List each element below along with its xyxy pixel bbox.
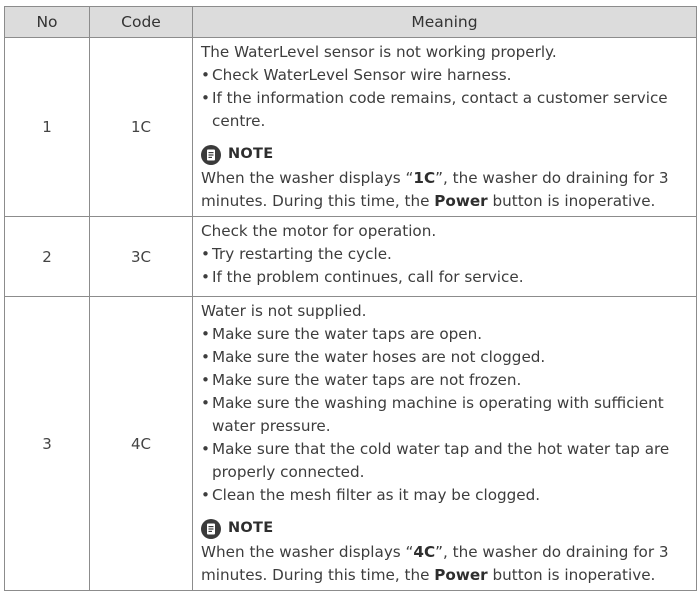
power-button-label: Power bbox=[434, 192, 488, 210]
meaning-intro: Water is not supplied. bbox=[201, 302, 367, 320]
information-code-table bbox=[4, 6, 697, 591]
list-item: • Make sure the water taps are open. bbox=[201, 325, 483, 343]
list-item: • Make sure that the cold water tap and the hot water tap are properly connected. bbox=[201, 440, 670, 481]
header-no: No bbox=[5, 7, 90, 38]
list-item: • If the information code remains, contact a customer service centre. bbox=[201, 89, 668, 130]
row-no: 2 bbox=[5, 217, 90, 297]
list-item: • Clean the mesh filter as it may be clogged. bbox=[201, 486, 541, 504]
list-item: • Make sure the water taps are not frozen. bbox=[201, 371, 522, 389]
note-code: 1C bbox=[413, 169, 436, 187]
meaning-intro: Check the motor for operation. bbox=[201, 222, 437, 240]
list-item: • If the problem continues, call for service. bbox=[201, 268, 524, 286]
list-item: • Make sure the washing machine is operating with sufficient water pressure. bbox=[201, 394, 664, 435]
note-label: NOTE bbox=[228, 146, 274, 162]
row-code: 1C bbox=[90, 38, 193, 217]
note-code: 4C bbox=[413, 543, 436, 561]
row-meaning bbox=[193, 217, 697, 297]
row-code: 4C bbox=[90, 297, 193, 591]
note-icon bbox=[201, 145, 221, 165]
table-row bbox=[5, 38, 697, 217]
row-code: 3C bbox=[90, 217, 193, 297]
note-icon bbox=[201, 519, 221, 539]
header-code: Code bbox=[90, 7, 193, 38]
note-heading bbox=[201, 517, 688, 540]
note-label: NOTE bbox=[228, 520, 274, 536]
row-meaning bbox=[193, 297, 697, 591]
table-row bbox=[5, 217, 697, 297]
row-no: 1 bbox=[5, 38, 90, 217]
list-item: • Check WaterLevel Sensor wire harness. bbox=[201, 66, 512, 84]
table-row bbox=[5, 297, 697, 591]
header-meaning: Meaning bbox=[193, 7, 697, 38]
note-text: When the washer displays “4C”, the washer do draining for 3 minutes. During this time, the Power button is inoperative. bbox=[201, 543, 669, 584]
meaning-intro: The WaterLevel sensor is not working properly. bbox=[201, 43, 557, 61]
row-meaning bbox=[193, 38, 697, 217]
list-item: • Try restarting the cycle. bbox=[201, 245, 392, 263]
list-item: • Make sure the water hoses are not clogged. bbox=[201, 348, 546, 366]
note-heading bbox=[201, 143, 688, 166]
row-no: 3 bbox=[5, 297, 90, 591]
power-button-label: Power bbox=[434, 566, 488, 584]
note-text: When the washer displays “1C”, the washer do draining for 3 minutes. During this time, the Power button is inoperative. bbox=[201, 169, 669, 210]
table-header-row bbox=[5, 7, 697, 38]
